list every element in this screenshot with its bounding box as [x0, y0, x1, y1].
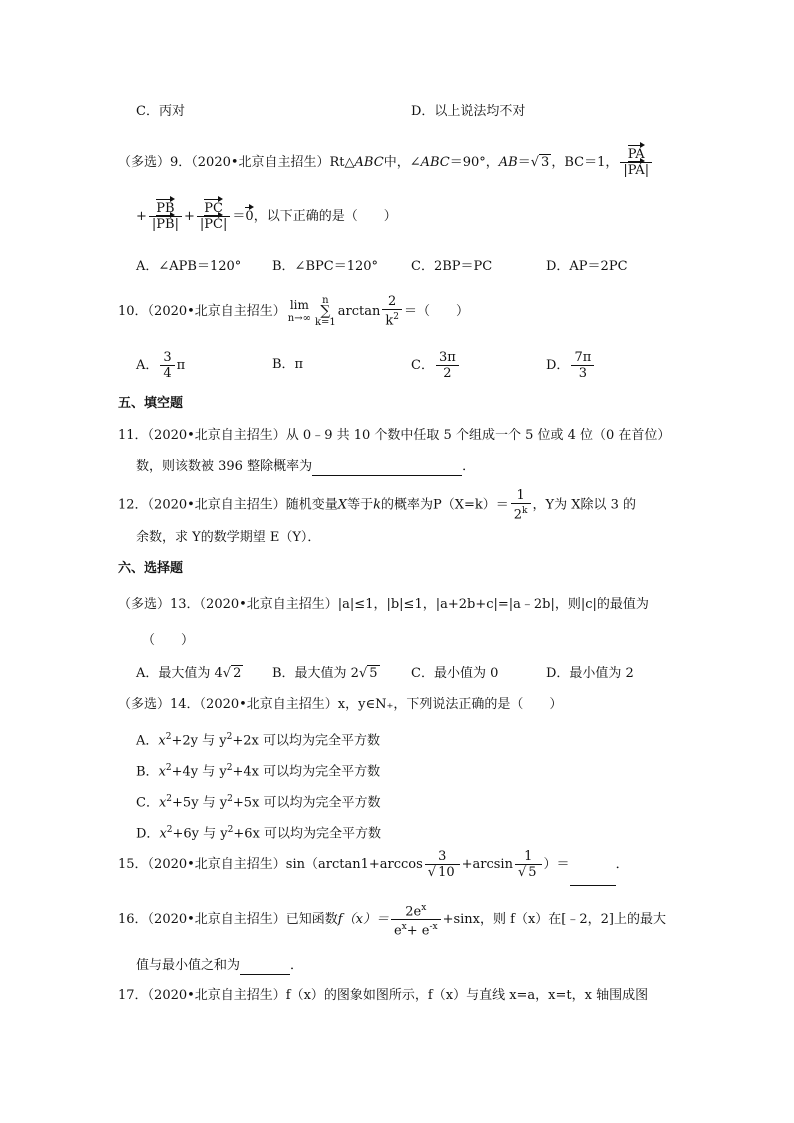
q12-line2: 余数，求 Y的数学期望 E（Y）．: [136, 530, 321, 545]
summation: n ∑ k=1: [314, 295, 336, 328]
q14-option-c: C．$x^2+5y$ 与 $y^2+5x$ 可以均为完全平方数: [136, 794, 381, 811]
sqrt-3: √ 3: [530, 155, 550, 170]
frac-2-over-k2: $\frac{2}{k^2}$: [382, 294, 402, 328]
q9-option-a: A．∠APB＝120°: [136, 259, 242, 274]
q11-line2: 数，则该数被 396 整除概率为 ．: [136, 459, 476, 474]
section-heading-choice: 六、选择题: [118, 561, 184, 576]
q13-line2: （ ）: [142, 633, 195, 648]
q14-option-d: D．$x^2+6y$ 与 $y^2+6x$ 可以均为完全平方数: [136, 825, 382, 842]
q16-stem: 16．（2020•北京自主招生）已知函数f（x）＝ $\frac{2e^x}{e^x+ e^{-x}}$ +sinx，则 f（x）在[﹣2，2]上的最大: [118, 902, 666, 939]
q16-answer-blank[interactable]: [240, 958, 290, 975]
q9-option-b: B．∠BPC＝120°: [272, 259, 379, 274]
frac-pb: $\frac{PB}{|PB|}$: [149, 201, 182, 232]
q14-option-b: B．$x^2+4y$ 与 $y^2+4x$ 可以均为完全平方数: [136, 763, 381, 780]
q14-option-a: A．$x^2+2y$ 与 $y^2+2x$ 可以均为完全平方数: [136, 732, 380, 749]
frac-pa: $\frac{PA}{|PA|}$: [620, 147, 652, 178]
frac-2ex: $\frac{2e^x}{e^x+ e^{-x}}$: [391, 901, 441, 939]
frac-pc: $\frac{PC}{|PC|}$: [197, 201, 230, 232]
q14-stem: （多选）14．（2020•北京自主招生）x，y∈N₊，下列说法正确的是（ ）: [118, 697, 563, 712]
q8-option-d: D．以上说法均不对: [411, 104, 526, 119]
q15-stem: 15．（2020•北京自主招生）sin（arctan1+arccos $\frac{3}{√ 10}$ +arcsin $\frac{1}{√ 5}$ ）＝ ．: [118, 845, 629, 886]
q16-line2: 值与最小值之和为 ．: [136, 958, 304, 973]
q13-option-c: C．最小值为 0: [411, 666, 499, 681]
q13-option-d: D．最小值为 2: [546, 666, 634, 681]
q9-option-d: D．AP＝2PC: [546, 259, 628, 274]
q10-option-d: D． $\frac{7\pi}{3}$: [546, 350, 596, 381]
q12-line1: 12．（2020•北京自主招生）随机变量X等于k的概率为P（X=k）＝ $\frac{1}{2^k}$ ，Y为 X除以 3 的: [118, 488, 637, 523]
q15-answer-blank[interactable]: [570, 845, 616, 886]
q13-option-a: A．最大值为 4√ 2: [136, 666, 242, 681]
frac-1-over-2k: $\frac{1}{2^k}$: [511, 488, 531, 522]
q11-line1: 11．（2020•北京自主招生）从 0﹣9 共 10 个数中任取 5 个组成一个 5 位或 4 位（0 在首位）: [118, 428, 671, 443]
q10-stem: 10．（2020•北京自主招生） lim n→∞ n ∑ k=1 arctan $\frac{2}{k^2}$ ＝（ ）: [118, 294, 469, 329]
zero-vector: 0: [245, 209, 254, 224]
q17-stem: 17．（2020•北京自主招生）f（x）的图象如图所示，f（x）与直线 x=a，x=t，x 轴围成图: [118, 988, 649, 1003]
q9-option-c: C．2BP＝PC: [411, 259, 493, 274]
q10-option-b: B．π: [272, 357, 304, 372]
q10-option-a: A． $\frac{3}{4}$ π: [136, 350, 186, 381]
q9-stem-line2: + $\frac{PB}{|PB|}$ + $\frac{PC}{|PC|}$ ＝0，以下正确的是（ ）: [136, 201, 397, 232]
q9-stem: （多选）9．（2020•北京自主招生）Rt△ABC中，∠ABC＝90°，AB＝√ 3 ，BC＝1， $\frac{PA}{|PA|}$: [118, 147, 654, 178]
q11-answer-blank[interactable]: [312, 459, 462, 476]
q10-option-c: C． $\frac{3\pi}{2}$: [411, 350, 461, 381]
q8-option-c: C．丙对: [136, 104, 185, 119]
limit: lim n→∞: [287, 297, 311, 324]
q13-option-b: B．最大值为 2√ 5: [272, 666, 378, 681]
q13-line1: （多选）13．（2020•北京自主招生）|a|≤1，|b|≤1，|a+2b+c|=|a﹣2b|，则|c|的最值为: [118, 597, 649, 612]
section-heading-fill-in: 五、填空题: [118, 396, 184, 411]
